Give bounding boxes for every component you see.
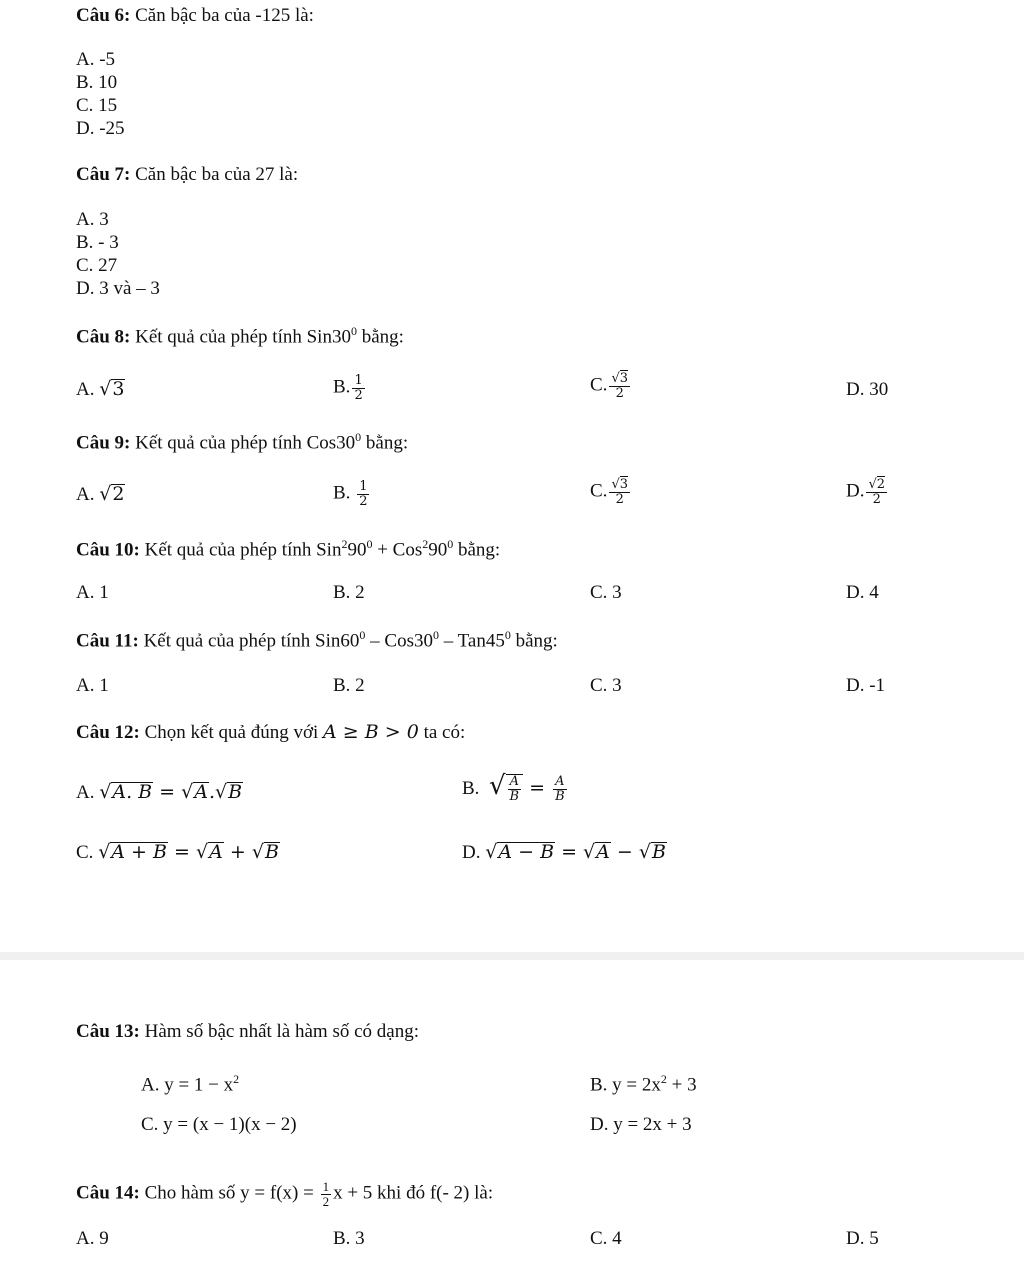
sqrt: √A + B: [98, 841, 167, 863]
option-letter: C.: [590, 480, 608, 502]
option-letter: C.: [590, 374, 608, 396]
document-page-2: [0, 960, 1024, 1280]
radicand: B: [264, 841, 279, 863]
numerator: √2: [868, 477, 886, 492]
superscript: 2: [660, 1072, 667, 1086]
superscript: 2: [233, 1072, 240, 1086]
question-8: [76, 324, 404, 348]
question-12-text-pre: Chọn kết quả đúng với: [139, 722, 324, 743]
question-11-option-b: B. 2: [333, 675, 365, 696]
question-11: [76, 628, 558, 652]
question-7-option-c: C. 27: [76, 255, 118, 276]
fraction: [352, 374, 364, 402]
question-14-text-pre: Cho hàm số y = f(x) =: [139, 1182, 319, 1204]
dot: .: [208, 781, 215, 803]
question-8-text-post: bằng:: [356, 326, 404, 348]
fraction: [609, 478, 630, 506]
formula: √ $\frac{A}{B}$ = $\frac{A}{B}$: [488, 771, 565, 804]
question-14: [76, 1180, 493, 1208]
denominator: 2: [615, 491, 624, 507]
denominator: 2: [872, 491, 881, 507]
option-letter: D.: [462, 842, 481, 863]
sqrt: √3: [99, 378, 125, 400]
question-7: [76, 164, 298, 186]
formula: [98, 841, 280, 863]
radicand: 2: [112, 483, 125, 505]
question-11-label: Câu 11:: [76, 630, 139, 652]
equals: =: [167, 841, 196, 863]
question-9-degree: 0: [355, 430, 362, 444]
question-12-text-post: ta có:: [418, 722, 466, 743]
radicand: 3: [619, 371, 629, 386]
option-text: B. y = 2x: [590, 1074, 661, 1096]
equals: =: [555, 841, 584, 863]
radicand: B: [651, 841, 666, 863]
question-6: [76, 5, 314, 27]
option-letter: B.: [333, 376, 351, 398]
radicand: 3: [619, 477, 629, 492]
text-segment: 90: [428, 539, 448, 561]
question-13-option-a: [141, 1068, 239, 1096]
option-letter: A.: [76, 484, 95, 505]
question-13-label: Câu 13:: [76, 1021, 140, 1042]
question-7-option-a: A. 3: [76, 209, 109, 230]
question-7-option-d: D. 3 và – 3: [76, 278, 160, 299]
superscript: 0: [359, 628, 366, 642]
text-segment: 90: [347, 539, 367, 561]
formula: [485, 841, 667, 863]
text-segment: + Cos: [372, 539, 423, 561]
option-letter: D.: [846, 480, 865, 502]
question-11-text-pre: Kết quả của phép tính Sin60: [138, 630, 360, 652]
option-letter: B.: [462, 778, 480, 800]
question-12-option-d: [462, 841, 667, 864]
page-separator: [0, 952, 1024, 960]
question-8-label: Câu 8:: [76, 326, 131, 348]
question-10: [76, 537, 500, 561]
sqrt: √A: [181, 781, 208, 803]
radicand: A. B: [112, 781, 153, 803]
equals: =: [523, 777, 552, 800]
superscript: 0: [447, 537, 454, 551]
question-9-option-b: [333, 480, 371, 508]
question-8-degree: 0: [350, 324, 357, 338]
minus: −: [610, 841, 639, 863]
denominator: B: [555, 788, 565, 804]
question-10-option-c: C. 3: [590, 582, 622, 603]
radicand: A: [209, 841, 223, 863]
question-9-text-post: bằng:: [361, 432, 409, 454]
denominator: 2: [359, 493, 368, 509]
question-12-condition: A ≥ B > 0: [323, 721, 419, 743]
question-10-option-b: B. 2: [333, 582, 365, 603]
fraction: [553, 775, 567, 803]
fraction: [609, 372, 630, 400]
radicand: A: [194, 781, 208, 803]
question-14-label: Câu 14:: [76, 1182, 140, 1204]
question-9-text-pre: Kết quả của phép tính Cos30: [130, 432, 356, 454]
question-10-option-a: A. 1: [76, 582, 109, 603]
question-8-text-pre: Kết quả của phép tính Sin30: [130, 326, 351, 348]
question-14-option-d: D. 5: [846, 1228, 879, 1249]
question-13-text: Hàm số bậc nhất là hàm số có dạng:: [139, 1021, 419, 1042]
numerator: A: [555, 774, 565, 789]
radicand: A − B: [498, 841, 555, 863]
question-10-text-pre: Kết quả của phép tính Sin: [139, 539, 342, 561]
superscript: 0: [504, 628, 511, 642]
question-14-option-b: B. 3: [333, 1228, 365, 1249]
question-7-label: Câu 7:: [76, 164, 131, 185]
option-letter: A.: [76, 782, 95, 803]
sqrt: √B: [251, 841, 279, 863]
question-6-option-c: C. 15: [76, 95, 118, 116]
text-segment: – Cos30: [365, 630, 433, 652]
option-text: A. y = 1 − x: [141, 1074, 234, 1096]
question-8-option-a: [76, 378, 125, 401]
question-14-option-a: A. 9: [76, 1228, 109, 1249]
question-8-option-b: [333, 374, 367, 402]
question-10-text-post: bằng:: [453, 539, 501, 561]
numerator: 1: [354, 373, 363, 388]
fraction: [508, 775, 522, 803]
question-8-option-c: [590, 372, 632, 400]
question-12-option-a: [76, 781, 243, 804]
question-6-option-d: D. -25: [76, 118, 125, 139]
option-text: + 3: [666, 1074, 697, 1096]
question-13: [76, 1021, 419, 1043]
fraction: [357, 480, 369, 508]
superscript: 0: [432, 628, 439, 642]
superscript: 2: [422, 537, 429, 551]
denominator: B: [509, 788, 520, 804]
radicand: 2: [876, 477, 886, 492]
denominator: 2: [615, 385, 624, 401]
fraction: [866, 478, 887, 506]
radicand: A: [596, 841, 610, 863]
question-10-option-d: D. 4: [846, 582, 879, 603]
option-letter: A.: [76, 379, 95, 400]
question-12-option-c: [76, 841, 280, 864]
numerator: √3: [611, 477, 629, 492]
radicand: B: [228, 781, 243, 803]
question-9-option-c: [590, 478, 632, 506]
question-7-option-b: B. - 3: [76, 232, 119, 253]
sqrt: √A: [195, 841, 223, 863]
superscript: 0: [366, 537, 373, 551]
sqrt: √B: [215, 781, 243, 803]
question-8-option-d: D. 30: [846, 379, 889, 400]
option-letter: B.: [333, 482, 351, 504]
question-7-text: Căn bậc ba của 27 là:: [130, 164, 299, 185]
sqrt: √2: [99, 483, 125, 505]
denominator: 2: [322, 1193, 330, 1209]
question-6-label: Câu 6:: [76, 5, 131, 26]
sqrt: √A. B: [99, 781, 153, 803]
question-13-option-b: [590, 1068, 697, 1096]
question-6-option-b: B. 10: [76, 72, 118, 93]
question-11-option-a: A. 1: [76, 675, 109, 696]
sqrt: √A − B: [485, 841, 555, 863]
sqrt: √A: [583, 841, 610, 863]
question-11-option-d: D. -1: [846, 675, 886, 696]
question-14-text-post: x + 5 khi đó f(- 2) là:: [333, 1182, 494, 1204]
text-segment: – Tan45: [438, 630, 505, 652]
option-letter: C.: [76, 842, 94, 863]
question-11-text-post: bằng:: [510, 630, 558, 652]
radicand: 3: [112, 378, 125, 400]
equals: =: [153, 781, 182, 803]
question-14-option-c: C. 4: [590, 1228, 622, 1249]
question-12-option-b: [462, 771, 569, 804]
question-9: [76, 430, 408, 454]
superscript: 2: [341, 537, 348, 551]
question-13-option-d: D. y = 2x + 3: [590, 1114, 692, 1135]
question-12-label: Câu 12:: [76, 722, 140, 743]
numerator: A: [509, 774, 519, 789]
numerator: 1: [322, 1179, 330, 1194]
radicand: A + B: [111, 841, 167, 863]
question-6-option-a: A. -5: [76, 49, 116, 70]
question-9-option-a: [76, 483, 125, 506]
numerator: √3: [611, 371, 629, 386]
question-10-label: Câu 10:: [76, 539, 140, 561]
formula: [99, 781, 243, 803]
denominator: 2: [354, 387, 363, 403]
question-11-option-c: C. 3: [590, 675, 622, 696]
plus: +: [223, 841, 252, 863]
question-9-option-d: [846, 478, 889, 506]
question-9-label: Câu 9:: [76, 432, 131, 454]
question-12: [76, 721, 465, 744]
question-13-option-c: C. y = (x − 1)(x − 2): [141, 1114, 297, 1135]
sqrt: √B: [638, 841, 666, 863]
question-6-text: Căn bậc ba của -125 là:: [130, 5, 314, 26]
numerator: 1: [359, 479, 368, 494]
fraction: [321, 1180, 332, 1208]
